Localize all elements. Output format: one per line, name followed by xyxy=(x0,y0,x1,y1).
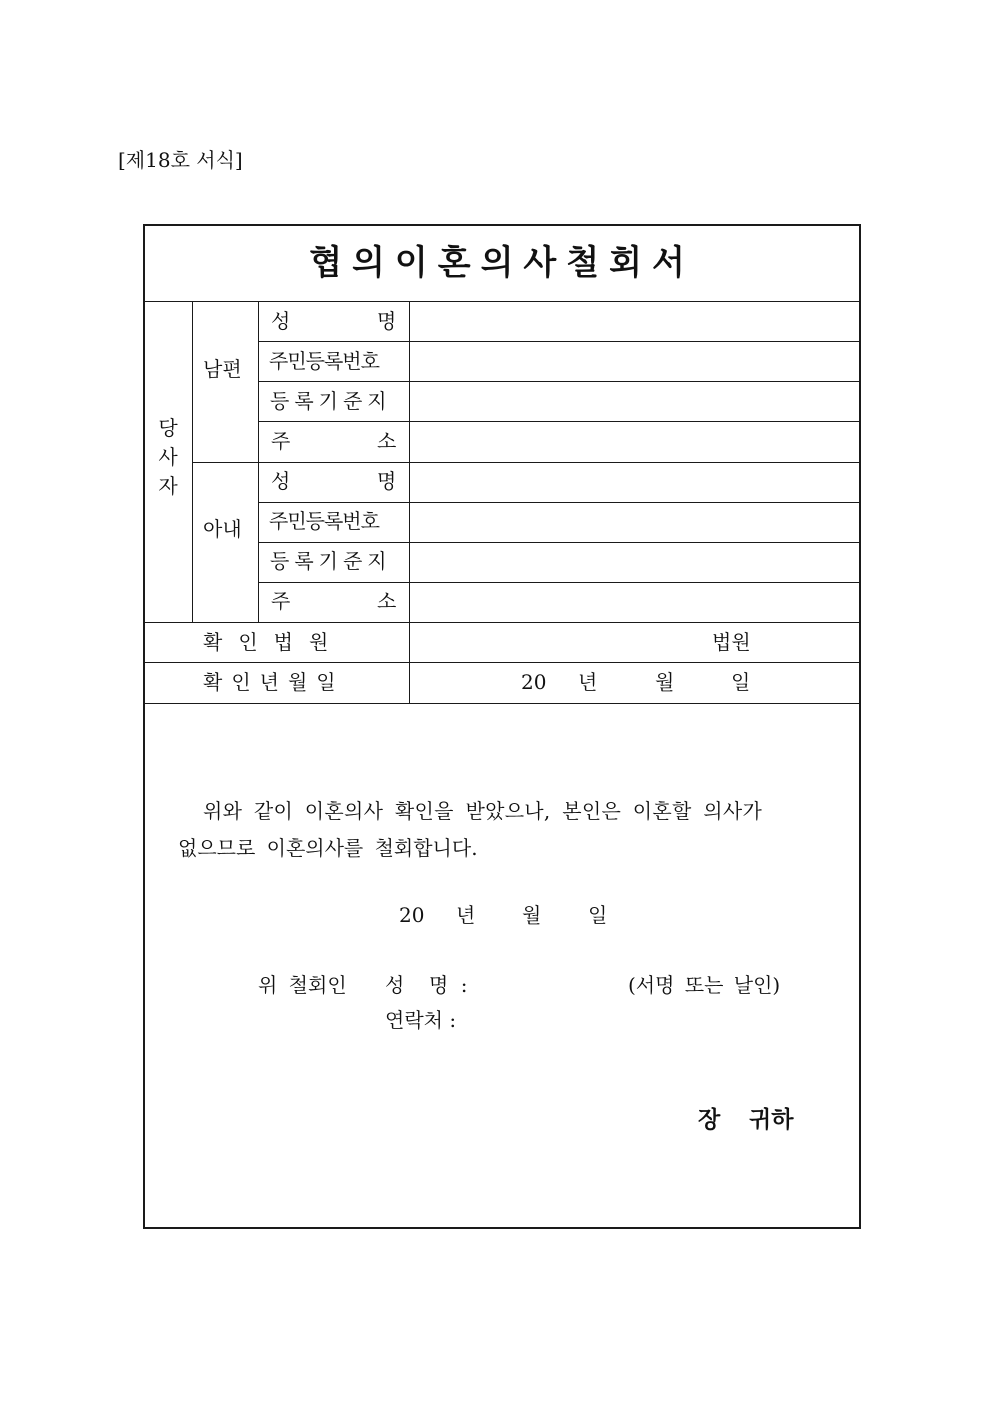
husband-name-label-b: 명 xyxy=(377,309,397,333)
wife-resident-no-label: 주민등록번호 xyxy=(269,509,379,533)
signer-contact-label: 연락처 : xyxy=(385,1008,457,1032)
confirm-date-year-unit: 년 xyxy=(578,670,598,694)
confirm-court-label: 확인법원 xyxy=(203,630,345,654)
confirm-date-label: 확인년월일 xyxy=(203,670,345,694)
addressee-honorific: 귀하 xyxy=(749,1106,794,1133)
row-line xyxy=(193,462,860,463)
title-divider xyxy=(145,301,860,302)
row-line xyxy=(259,582,860,583)
signer-name-label: 성 명 : xyxy=(385,973,468,997)
col-line xyxy=(409,301,410,703)
row-line xyxy=(259,542,860,543)
date-day-unit: 일 xyxy=(588,903,608,927)
confirm-date-year: 20 xyxy=(521,670,547,694)
form-title: 협의이혼의사철회서 xyxy=(309,243,695,283)
table-bottom-line xyxy=(145,703,860,704)
husband-address-label-b: 소 xyxy=(377,429,397,453)
party-label: 당사자 xyxy=(158,416,178,498)
husband-registry-label: 등록기준지 xyxy=(270,389,392,413)
wife-address-label-b: 소 xyxy=(377,589,397,613)
statement-line-1: 위와 같이 이혼의사 확인을 받았으나, 본인은 이혼할 의사가 xyxy=(203,799,763,823)
row-line xyxy=(259,341,860,342)
wife-address-label-a: 주 xyxy=(271,589,291,613)
col-line xyxy=(258,301,259,622)
row-line xyxy=(145,622,860,623)
statement-line-2: 없으므로 이혼의사를 철회합니다. xyxy=(178,836,478,860)
row-line xyxy=(259,381,860,382)
wife-registry-label: 등록기준지 xyxy=(270,549,392,573)
wife-label: 아내 xyxy=(203,517,242,541)
husband-label: 남편 xyxy=(203,357,242,381)
date-year-unit: 년 xyxy=(456,903,476,927)
signature-hint: (서명 또는 날인) xyxy=(628,973,781,997)
confirm-date-day-unit: 일 xyxy=(731,670,751,694)
signer-prefix: 위 철회인 xyxy=(258,973,347,997)
date-month-unit: 월 xyxy=(522,903,542,927)
husband-address-label-a: 주 xyxy=(271,429,291,453)
confirm-date-month-unit: 월 xyxy=(655,670,675,694)
form-number: [제18호 서식] xyxy=(118,148,243,172)
col-line xyxy=(192,301,193,622)
row-line xyxy=(259,502,860,503)
form-frame xyxy=(143,224,861,1229)
addressee-prefix: 장 xyxy=(698,1106,721,1133)
husband-resident-no-label: 주민등록번호 xyxy=(269,349,379,373)
confirm-court-value: 법원 xyxy=(712,630,751,654)
wife-name-label-a: 성 xyxy=(271,469,291,493)
husband-name-label-a: 성 xyxy=(271,309,291,333)
wife-name-label-b: 명 xyxy=(377,469,397,493)
date-year: 20 xyxy=(399,903,425,927)
row-line xyxy=(145,662,860,663)
row-line xyxy=(259,421,860,422)
